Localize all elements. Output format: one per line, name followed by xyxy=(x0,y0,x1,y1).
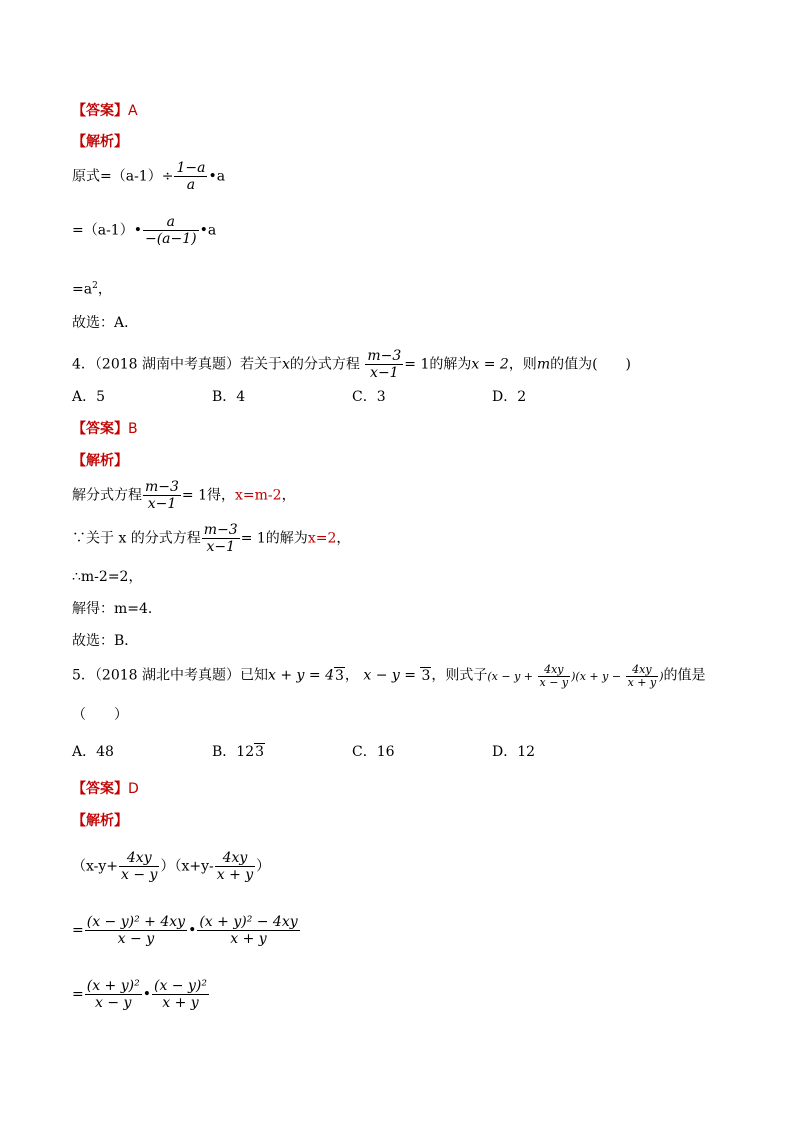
answer-value: D xyxy=(128,781,139,797)
numerator: m−3 xyxy=(367,348,402,364)
q4-step-1-d: ， xyxy=(281,487,296,504)
numerator: 4xy xyxy=(119,850,159,867)
q3-step-1 xyxy=(72,160,225,193)
q4-option-a: A．5 xyxy=(72,389,106,405)
q4-eq: = 1 xyxy=(404,356,430,373)
q5-option-d: D．12 xyxy=(492,744,536,760)
q5-analysis-tag xyxy=(72,811,128,831)
q4-answer-line xyxy=(72,419,138,439)
q4-options xyxy=(72,387,632,407)
q5-step-3-dot: • xyxy=(142,986,151,1003)
denominator: x − y xyxy=(539,676,569,689)
q5-option-b-root: 3 xyxy=(255,744,265,760)
q4-var-x: x xyxy=(282,356,290,373)
q5-step-1-c: ） xyxy=(256,858,271,875)
q4-step-2-b: = 1的解为 xyxy=(240,530,308,547)
q4-stem-c: 的解为 xyxy=(429,356,472,373)
denominator: x + y xyxy=(216,867,254,883)
q5-condition-1: x + y = 4 xyxy=(268,667,334,684)
answer-value: A xyxy=(128,103,138,119)
q3-step-1-fraction xyxy=(174,160,207,193)
denominator: x−1 xyxy=(206,539,236,555)
q4-step-4: 解得：m=4． xyxy=(72,601,162,617)
q4-step-2 xyxy=(72,522,350,555)
q3-step-3 xyxy=(72,276,112,300)
q4-step-2-a: ∵关于 x 的分式方程 xyxy=(72,530,201,547)
denominator: −(a−1) xyxy=(144,231,197,247)
q4-stem-b: 的分式方程 xyxy=(289,356,360,373)
q5-option-c: C．16 xyxy=(352,744,395,760)
q4-stem xyxy=(72,348,631,381)
q3-analysis-tag xyxy=(72,132,128,152)
q3-step-2-prefix: =（a-1）• xyxy=(72,222,142,239)
numerator: (x − y)² xyxy=(153,978,207,994)
numerator: m−3 xyxy=(203,522,238,538)
q5-expr-b: )(x + y − xyxy=(571,669,625,683)
q5-expr-a: (x − y + xyxy=(487,669,537,683)
numerator: m−3 xyxy=(145,479,179,495)
numerator: 4xy xyxy=(626,664,659,677)
q4-step-1 xyxy=(72,479,296,512)
q5-expr-fraction-2 xyxy=(626,664,659,689)
denominator: x−1 xyxy=(147,496,177,512)
analysis-tag: 【解析】 xyxy=(72,453,128,469)
q5-expression xyxy=(487,663,664,689)
q5-condition-2-root: 3 xyxy=(421,667,431,684)
q5-step-2-dot: • xyxy=(188,922,197,939)
denominator: x − y xyxy=(117,931,155,947)
q5-step-3-fraction-2 xyxy=(152,978,209,1011)
q3-step-2-fraction xyxy=(143,214,199,247)
q4-analysis-tag xyxy=(72,451,128,471)
analysis-tag: 【解析】 xyxy=(72,134,128,150)
numerator: 4xy xyxy=(215,850,255,867)
q5-condition-2: x − y = xyxy=(363,667,421,684)
denominator: x + y xyxy=(230,931,267,947)
q5-step-3 xyxy=(72,978,210,1011)
numerator: 1−a xyxy=(176,160,206,176)
q3-step-3-text: =a xyxy=(72,281,93,298)
answer-tag: 【答案】 xyxy=(72,781,128,797)
q5-step-1 xyxy=(72,850,270,883)
q5-step-1-a: （x-y+ xyxy=(72,858,119,875)
q5-step-3-fraction-1 xyxy=(85,978,142,1011)
q5-step-1-fraction-1 xyxy=(119,850,159,883)
q5-option-b xyxy=(212,742,352,762)
q4-step-1-b: = 1得， xyxy=(181,487,236,504)
q5-condition-1-root: 3 xyxy=(334,667,344,684)
q3-step-2 xyxy=(72,214,216,247)
q5-step-3-eq: = xyxy=(72,986,84,1003)
q5-expr-c: ) xyxy=(659,669,664,683)
q4-stem-e: 的值为( ) xyxy=(550,356,632,373)
q4-step-1-c: x=m-2 xyxy=(235,487,282,504)
numerator: (x + y)² − 4xy xyxy=(199,914,298,930)
denominator: x−1 xyxy=(370,365,399,381)
q3-step-3-tail: ， xyxy=(97,281,112,298)
q5-paren: （ ） xyxy=(72,707,128,723)
q5-step-2 xyxy=(72,914,301,947)
q4-stem-fraction xyxy=(365,348,403,381)
numerator: 4xy xyxy=(538,664,571,677)
q4-choose: 故选：B． xyxy=(72,633,139,649)
q3-step-1-suffix: •a xyxy=(208,168,226,185)
q4-solution: x = 2 xyxy=(471,356,509,373)
q5-step-1-fraction-2 xyxy=(215,850,255,883)
answer-value: B xyxy=(128,421,138,437)
answer-tag: 【答案】 xyxy=(72,421,128,437)
q5-stem-c: 的值是 xyxy=(663,667,706,684)
q4-var-m: m xyxy=(536,356,551,373)
denominator: x + y xyxy=(162,995,199,1011)
q5-separator: ， xyxy=(344,667,359,684)
analysis-tag: 【解析】 xyxy=(72,813,128,829)
q3-choose: 故选：A． xyxy=(72,315,139,331)
q5-step-2-fraction-1 xyxy=(85,914,187,947)
numerator: (x + y)² xyxy=(86,978,140,994)
q4-step-2-d: ， xyxy=(336,530,351,547)
q5-step-2-eq: = xyxy=(72,922,84,939)
denominator: x + y xyxy=(627,676,657,689)
q5-step-1-b: ）（x+y- xyxy=(160,858,214,875)
q3-answer-line xyxy=(72,101,138,121)
q5-step-2-fraction-2 xyxy=(197,914,299,947)
q4-option-c: C．3 xyxy=(352,389,386,405)
q5-option-a: A．48 xyxy=(72,744,114,760)
q4-stem-a: 4．（2018 湖南中考真题）若关于 xyxy=(72,356,282,373)
q3-step-1-prefix: 原式=（a-1）÷ xyxy=(72,168,174,185)
q4-step-2-fraction xyxy=(202,522,240,555)
q4-step-3: ∴m-2=2， xyxy=(72,569,143,585)
q3-step-2-suffix: •a xyxy=(199,222,217,239)
q5-answer-line xyxy=(72,779,139,799)
q5-options xyxy=(72,742,632,762)
numerator: a xyxy=(143,214,199,231)
q4-option-d: D．2 xyxy=(492,389,527,405)
denominator: x − y xyxy=(95,995,132,1011)
q4-stem-d: ，则 xyxy=(508,356,537,373)
q5-stem-b: ，则式子 xyxy=(431,667,488,684)
denominator: x − y xyxy=(121,867,158,883)
answer-tag: 【答案】 xyxy=(72,103,128,119)
q5-option-b-text: B．12 xyxy=(212,744,255,760)
q4-option-b: B．4 xyxy=(212,389,246,405)
q4-step-1-fraction xyxy=(143,479,181,512)
q5-stem xyxy=(72,664,706,689)
numerator: (x − y)² + 4xy xyxy=(86,914,186,930)
q4-step-1-a: 解分式方程 xyxy=(72,487,142,504)
q4-step-2-c: x=2 xyxy=(307,530,337,547)
denominator: a xyxy=(186,177,196,193)
q5-expr-fraction-1 xyxy=(538,664,571,689)
q5-stem-a: 5．（2018 湖北中考真题）已知 xyxy=(72,667,268,684)
q3-step-3-exponent: 2 xyxy=(92,281,98,291)
